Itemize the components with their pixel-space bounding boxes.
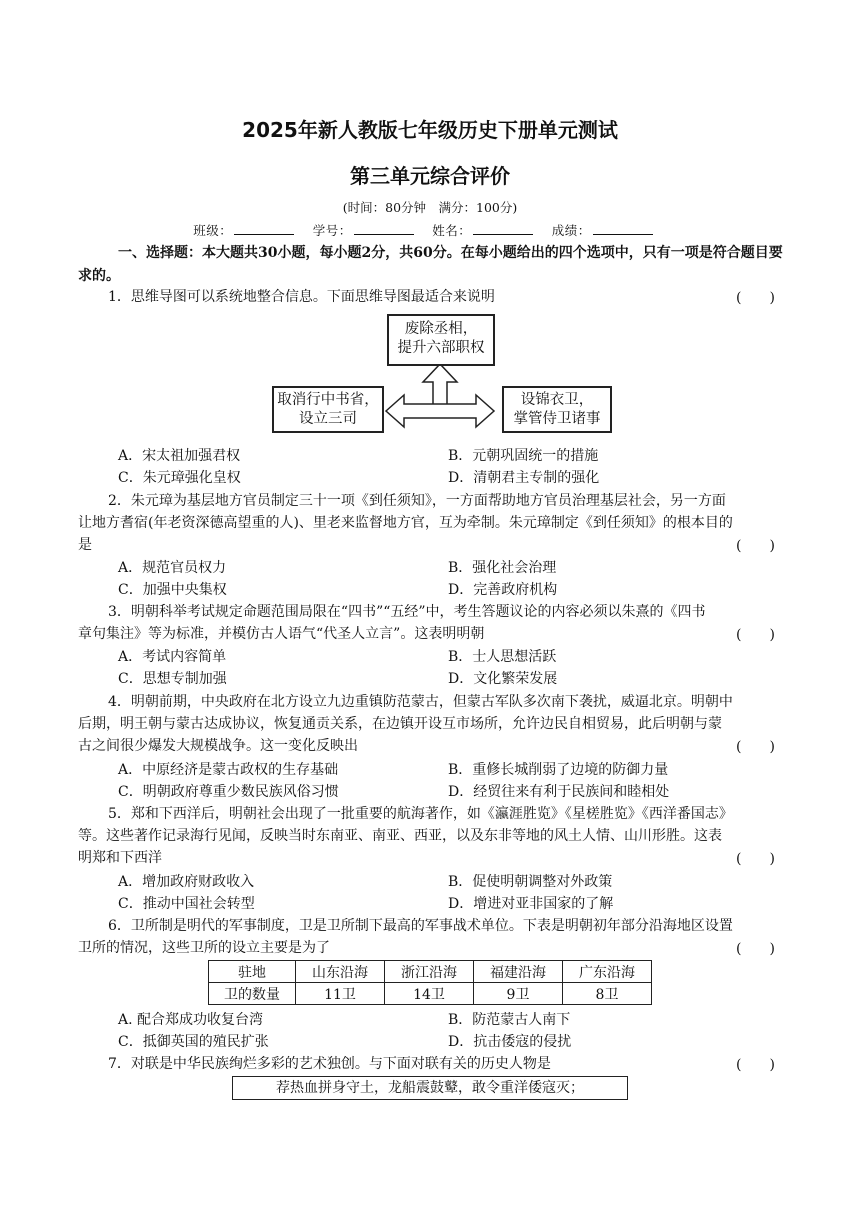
student-id-blank[interactable] [354, 222, 414, 235]
q1-option-a[interactable]: A．宋太祖加强君权 [118, 448, 241, 464]
q3-stem-line-1: 3．明朝科举考试规定命题范围局限在“四书”“五经”中，考生答题议论的内容必须以朱熹的《四书 [108, 604, 706, 620]
table-cell: 卫的数量 [209, 983, 296, 1005]
garrison-table [208, 960, 652, 1005]
q4-stem-line-1: 4．明朝前期，中央政府在北方设立九边重镇防范蒙古，但蒙古军队多次南下袭扰，威逼北京。明朝中 [108, 694, 733, 710]
q5-option-a[interactable]: A．增加政府财政收入 [118, 874, 255, 890]
q6-option-d[interactable]: D．抗击倭寇的侵扰 [448, 1034, 572, 1050]
q5-option-b[interactable]: B．促使明朝调整对外政策 [448, 874, 613, 890]
name-blank[interactable] [473, 222, 533, 235]
table-header-cell: 广东沿海 [563, 961, 652, 983]
table-header-cell: 驻地 [209, 961, 296, 983]
q4-answer-paren[interactable]: ( ) [736, 739, 775, 755]
table-cell: 8卫 [563, 983, 652, 1005]
q4-option-c[interactable]: C．明朝政府尊重少数民族风俗习惯 [118, 784, 339, 800]
q2-answer-paren[interactable]: ( ) [736, 538, 775, 554]
table-row [209, 983, 652, 1005]
score-label: 成绩： [551, 223, 591, 238]
class-blank[interactable] [234, 222, 294, 235]
q1-answer-paren[interactable]: ( ) [736, 290, 775, 306]
q6-stem-line-2: 卫所的情况，这些卫所的设立主要是为了 [78, 940, 330, 956]
table-header-row [209, 961, 652, 983]
q3-option-c[interactable]: C．思想专制加强 [118, 671, 227, 687]
score-blank[interactable] [593, 222, 653, 235]
mind-map-left-box: 取消行中书省， 设立三司 [272, 386, 384, 433]
table-header-cell: 福建沿海 [474, 961, 563, 983]
q7-answer-paren[interactable]: ( ) [736, 1057, 775, 1073]
table-cell: 9卫 [474, 983, 563, 1005]
mind-map-top-box: 废除丞相， 提升六部职权 [387, 314, 495, 366]
table-header-cell: 山东沿海 [296, 961, 385, 983]
q2-stem-line-3: 是 [78, 537, 92, 553]
q2-stem-line-1: 2．朱元璋为基层地方官员制定三十一项《到任须知》，一方面帮助地方官员治理基层社会，另一方面 [108, 493, 726, 509]
q7-stem: 7．对联是中华民族绚烂多彩的艺术独创。与下面对联有关的历史人物是 [108, 1056, 551, 1072]
q6-stem-line-1: 6．卫所制是明代的军事制度，卫是卫所制下最高的军事战术单位。下表是明朝初年部分沿海地区设置 [108, 918, 733, 934]
time-score-info: (时间：80分钟 满分：100分) [342, 200, 518, 215]
student-info-line [0, 221, 860, 239]
q1-option-c[interactable]: C．朱元璋强化皇权 [118, 470, 241, 486]
q3-stem-line-2: 章句集注》等为标准，并模仿古人语气“代圣人立言”。这表明明朝 [78, 626, 485, 642]
q1-option-d[interactable]: D．清朝君主专制的强化 [448, 470, 600, 486]
q3-option-b[interactable]: B．士人思想活跃 [448, 649, 557, 665]
q4-option-b[interactable]: B．重修长城削弱了边境的防御力量 [448, 762, 669, 778]
q5-stem-line-2: 等。这些著作记录海行见闻，反映当时东南亚、南亚、西亚，以及东非等地的风土人情、山川形胜。这表 [78, 828, 722, 844]
q1-option-b[interactable]: B．元朝巩固统一的措施 [448, 448, 599, 464]
section-heading: 一、选择题：本大题共30小题，每小题2分，共60分。在每小题给出的四个选项中，只有一项是符合题目要求的。 [78, 245, 783, 284]
q5-stem-line-1: 5．郑和下西洋后，明朝社会出现了一批重要的航海著作，如《瀛涯胜览》《星槎胜览》《西洋番国志》 [108, 806, 733, 822]
q2-option-b[interactable]: B．强化社会治理 [448, 560, 557, 576]
student-id-label: 学号： [312, 223, 352, 238]
mind-map-diagram [270, 312, 610, 436]
q6-answer-paren[interactable]: ( ) [736, 941, 775, 957]
q5-option-d[interactable]: D．增进对亚非国家的了解 [448, 896, 614, 912]
q3-answer-paren[interactable]: ( ) [736, 627, 775, 643]
q5-answer-paren[interactable]: ( ) [736, 851, 775, 867]
table-header-cell: 浙江沿海 [385, 961, 474, 983]
q2-option-a[interactable]: A．规范官员权力 [118, 560, 227, 576]
q5-option-c[interactable]: C．推动中国社会转型 [118, 896, 255, 912]
q2-option-c[interactable]: C．加强中央集权 [118, 582, 227, 598]
q2-stem-line-2: 让地方耆宿(年老资深德高望重的人)、里老来监督地方官，互为牵制。朱元璋制定《到任须知》的根本目的 [78, 515, 733, 531]
table-cell: 14卫 [385, 983, 474, 1005]
class-label: 班级： [193, 223, 233, 238]
exam-title: 2025年新人教版七年级历史下册单元测试 [242, 118, 618, 142]
q6-option-b[interactable]: B．防范蒙古人南下 [448, 1012, 571, 1028]
q6-option-a[interactable]: A. 配合郑成功收复台湾 [118, 1012, 264, 1028]
q3-option-d[interactable]: D．文化繁荣发展 [448, 671, 558, 687]
couplet-box: 荐热血拼身守土，龙船震鼓鼙，敢令重洋倭寇灭； [232, 1076, 628, 1100]
q5-stem-line-3: 明郑和下西洋 [78, 850, 162, 866]
mind-map-right-box: 设锦衣卫， 掌管侍卫诸事 [502, 386, 612, 433]
q2-option-d[interactable]: D．完善政府机构 [448, 582, 558, 598]
q4-stem-line-2: 后期，明王朝与蒙古达成协议，恢复通贡关系，在边镇开设互市场所，允许边民自相贸易，此后明朝与蒙 [78, 716, 722, 732]
unit-title: 第三单元综合评价 [350, 164, 510, 188]
q6-option-c[interactable]: C．抵御英国的殖民扩张 [118, 1034, 269, 1050]
q4-stem-line-3: 古之间很少爆发大规模战争。这一变化反映出 [78, 738, 358, 754]
name-label: 姓名： [432, 223, 472, 238]
table-cell: 11卫 [296, 983, 385, 1005]
q3-option-a[interactable]: A．考试内容简单 [118, 649, 227, 665]
q4-option-a[interactable]: A．中原经济是蒙古政权的生存基础 [118, 762, 339, 778]
q4-option-d[interactable]: D．经贸往来有利于民族间和睦相处 [448, 784, 670, 800]
q1-stem: 1．思维导图可以系统地整合信息。下面思维导图最适合来说明 [108, 289, 495, 305]
